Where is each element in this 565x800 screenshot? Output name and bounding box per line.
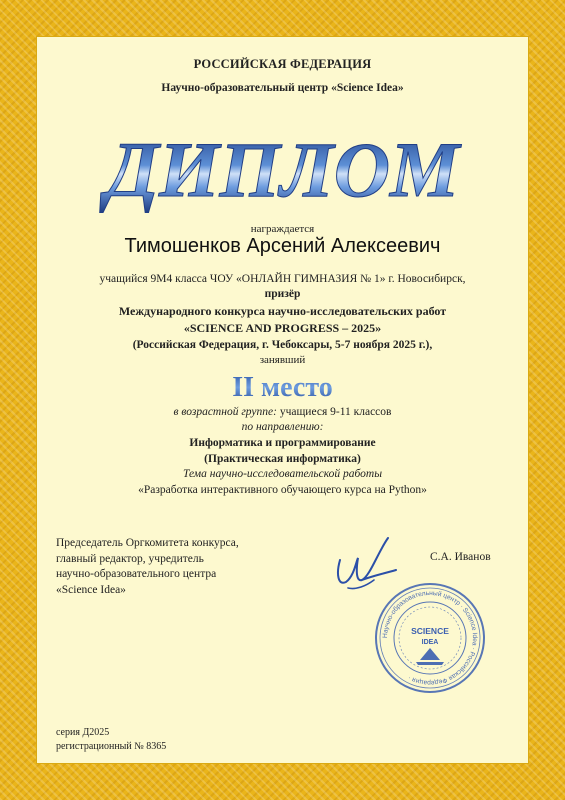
prize-word: призёр [264,288,301,300]
diploma-title [36,114,529,218]
place-text: II место [232,372,333,403]
took-label: занявший [259,354,306,366]
recipient-name: Тимошенков Арсений Алексеевич [124,235,441,257]
diploma-title-text: ДИПЛОМ [105,126,460,213]
country-heading: РОССИЙСКАЯ ФЕДЕРАЦИЯ [193,57,372,71]
chair-line-1: Председатель Оргкомитета конкурса, [56,537,239,549]
direction-line-1: Информатика и программирование [189,437,376,449]
contest-line-1: Международного конкурса научно-исследовательских работ [118,304,447,318]
recipient-details: учащийся 9М4 класса ЧОУ «ОНЛАЙН ГИМНАЗИЯ № 1» г. Новосибирск, [99,273,466,285]
svg-text:Научно-образовательный центр · [382,590,478,686]
registration-number: регистрационный № 8365 [56,741,167,752]
series-block [56,726,166,754]
contest-line-3: (Российская Федерация, г. Чебоксары, 5-7 ноября 2025 г.), [132,339,433,351]
signer-name: С.А. Иванов [430,551,491,563]
seal-inner-1: SCIENCE [411,626,449,636]
chair-line-4: «Science Idea» [56,583,126,596]
age-group-value: учащиеся 9-11 классов [276,406,392,418]
direction-label: по направлению: [241,421,324,433]
stamp-seal [374,582,486,694]
organization-heading: Научно-образовательный центр «Science Idea» [161,82,404,94]
chair-line-2: главный редактор, учредитель [56,552,204,565]
certificate-sheet [36,36,529,764]
topic-label: Тема научно-исследовательской работы [182,468,382,480]
awarded-label: награждается [250,223,315,235]
age-group [36,406,529,418]
seal-inner-2: IDEA [421,639,439,646]
age-group-label: в возрастной группе: [173,406,277,418]
place-title [36,366,529,404]
chair-block [56,536,239,598]
direction-line-2: (Практическая информатика) [204,453,361,465]
topic-title: «Разработка интерактивного обучающего курса на Python» [138,484,427,496]
series-number: серия Д2025 [56,727,110,738]
chair-line-3: научно-образовательного центра [56,568,217,580]
contest-line-2: «SCIENCE AND PROGRESS – 2025» [183,321,382,335]
seal-ring-text: Научно-образовательный центр · Science Idea · Российская Федерация · [381,589,479,687]
